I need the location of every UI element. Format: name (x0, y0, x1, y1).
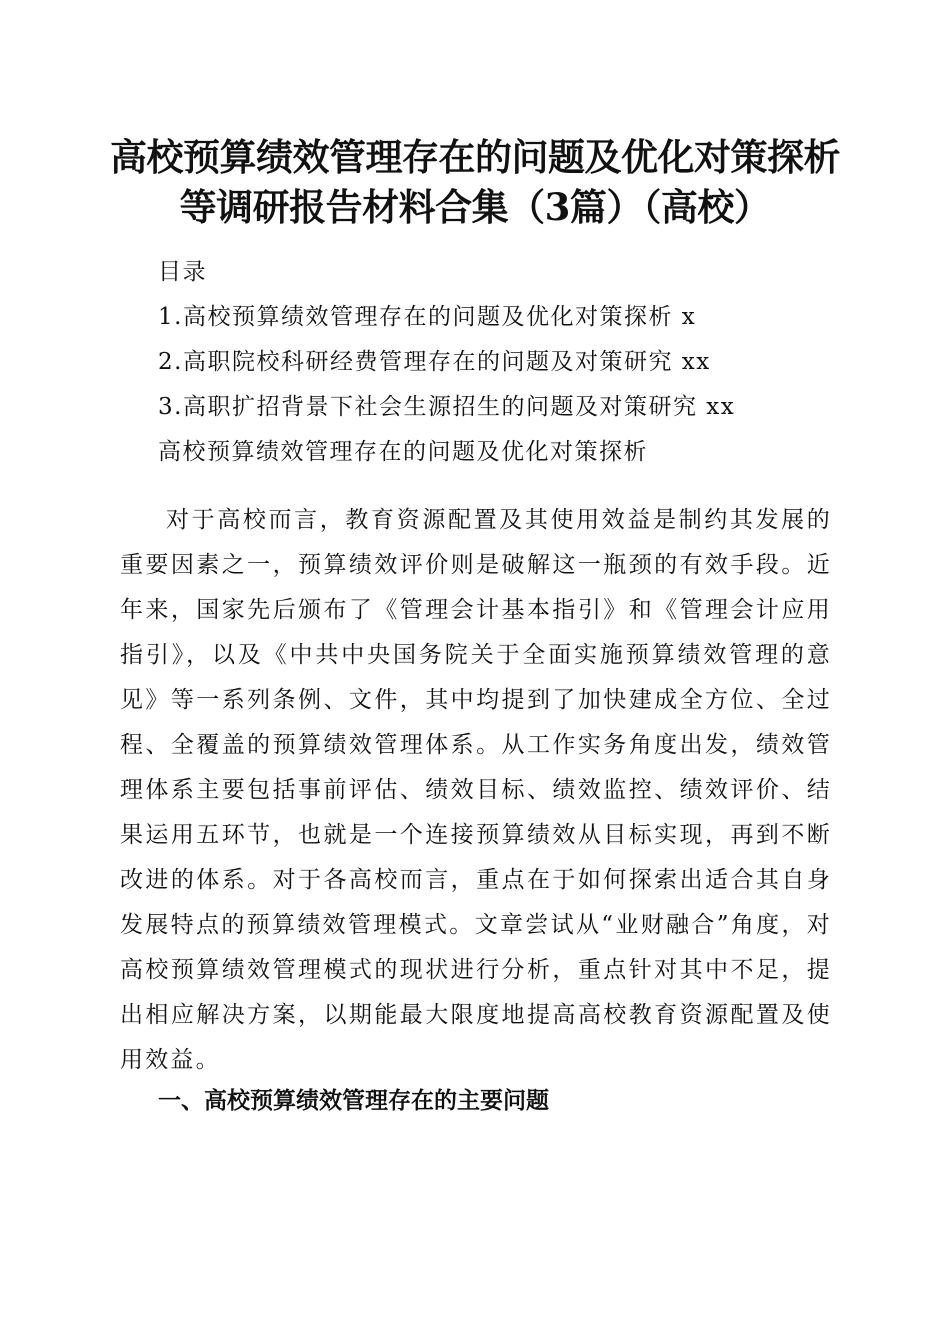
document-title-line-1: 高校预算绩效管理存在的问题及优化对策探析 (110, 135, 840, 179)
toc-item-2: 2.高职院校科研经费管理存在的问题及对策研究 xx (158, 349, 711, 375)
table-of-contents (158, 250, 858, 475)
article-title: 高校预算绩效管理存在的问题及优化对策探析 (158, 439, 648, 465)
toc-item-3: 3.高职扩招背景下社会生源招生的问题及对策研究 xx (158, 394, 736, 420)
toc-item-1: 1.高校预算绩效管理存在的问题及优化对策探析 x (158, 304, 697, 330)
toc-label: 目录 (158, 259, 207, 285)
section-heading: 一、高校预算绩效管理存在的主要问题 (158, 1088, 549, 1114)
body-paragraph: 对于高校而言，教育资源配置及其使用效益是制约其发展的重要因素之一，预算绩效评价则是破解这一瓶颈的有效手段。近年来，国家先后颁布了《管理会计基本指引》和《管理会计应用指引》，以及《中共中央国务院关于全面实施预算绩效管理的意见》等一系列条例、文件，其中均提到了加快建成全方位、全过程、全覆盖的预算绩效管理体系。从工作实务角度出发，绩效管理体系主要包括事前评估、绩效目标、绩效监控、绩效评价、结果运用五环节，也就是一个连接预算绩效从目标实现，再到不断改进的体系。对于各高校而言，重点在于如何探索出适合其自身发展特点的预算绩效管理模式。文章尝试从“业财融合”角度，对高校预算绩效管理模式的现状进行分析，重点针对其中不足，提出相应解决方案，以期能最大限度地提高高校教育资源配置及使用效益。 (120, 507, 832, 1073)
document-title-line-2: 等调研报告材料合集（3篇）（高校） (179, 185, 771, 229)
document-title (60, 132, 890, 232)
